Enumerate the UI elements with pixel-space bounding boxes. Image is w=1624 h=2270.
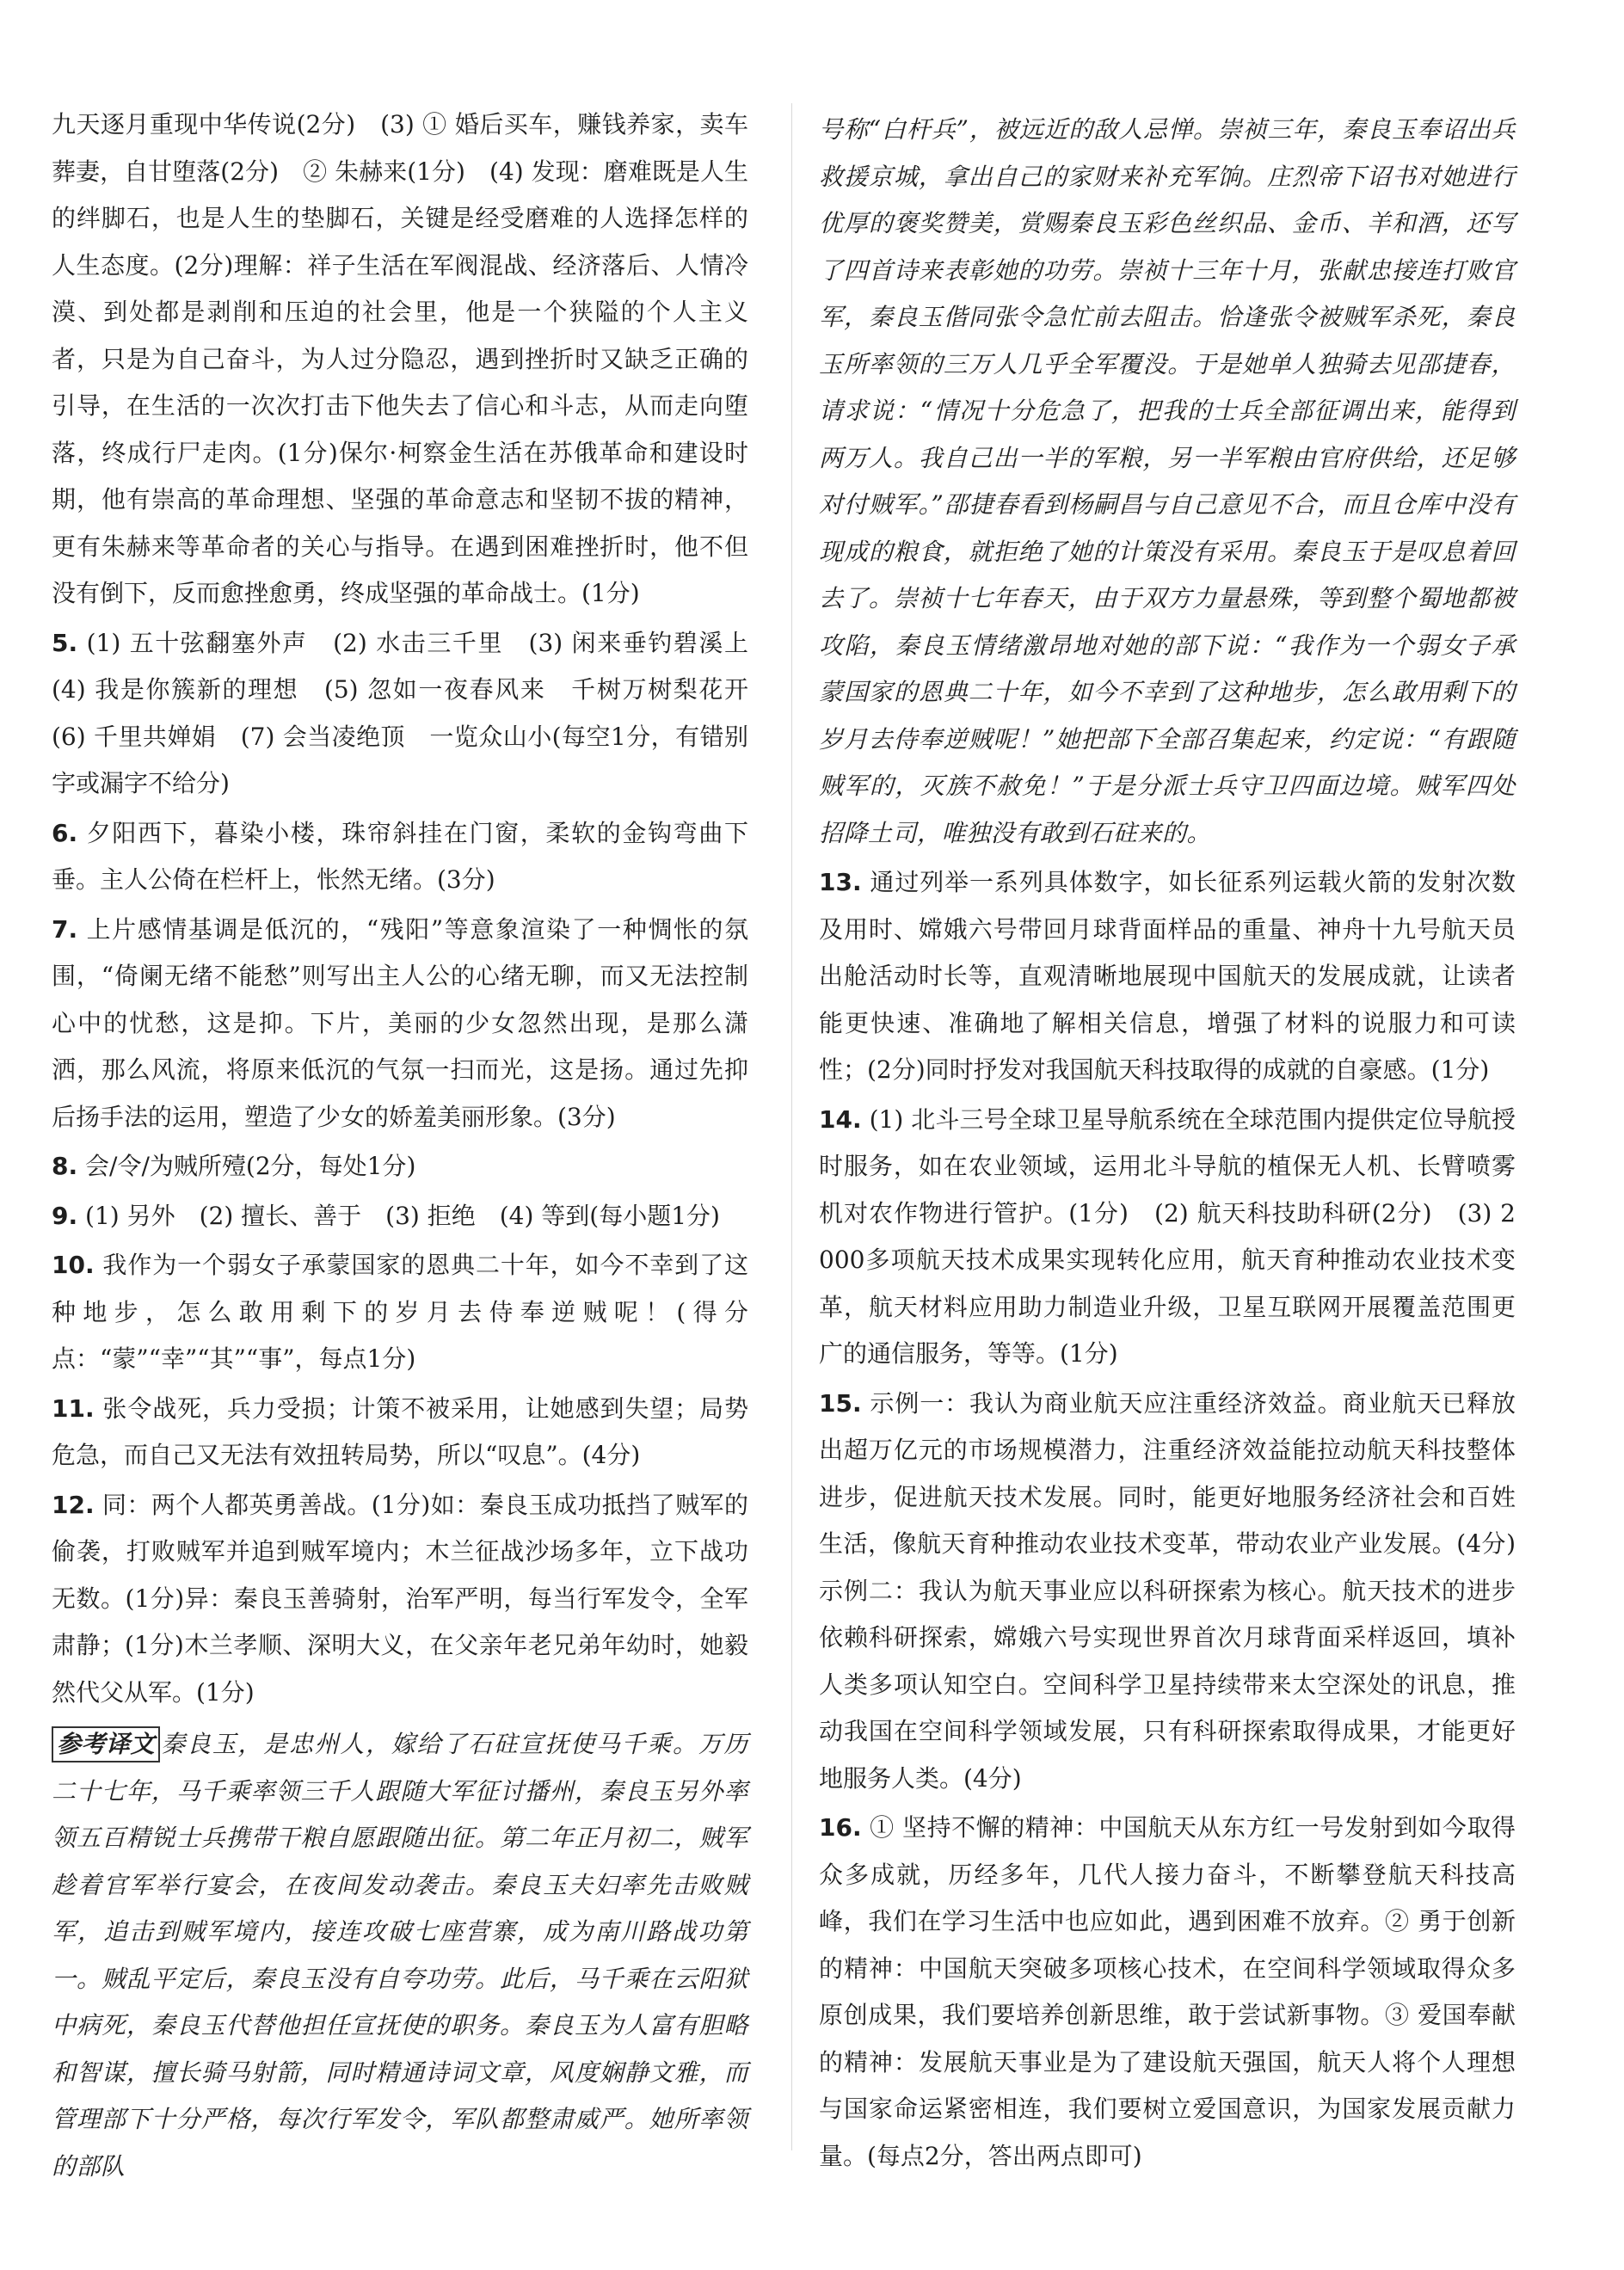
answer-item: 14. (1) 北斗三号全球卫星导航系统在全球范围内提供定位导航授时服务，如在农业领域，运用北斗导航的植保无人机、长臂喷雾机对农作物进行管护。(1分) (2) 航天科技助科研(2分) (3) 2 000多项航天技术成果实现转化应用，航天育种推动农业技术变革，航天材料应用助力制造业升级，卫星互联网开展覆盖范围更广的通信服务，等等。(1分) [819,1104,1516,1368]
answer-item: 10. 我作为一个弱女子承蒙国家的恩典二十年，如今不幸到了这种地步，怎么敢用剩下的岁月去侍奉逆贼呢！(得分点：“蒙”“幸”“其”“事”，每点1分) [52,1251,748,1373]
answer-item: 9. (1) 另外 (2) 擅长、善于 (3) 拒绝 (4) 等到(每小题1分) [52,1201,720,1230]
answer-item: 8. 会/令/为贼所殪(2分，每处1分) [52,1152,416,1180]
answer-item: 12. 同：两个人都英勇善战。(1分)如：秦良玉成功抵挡了贼军的偷袭，打败贼军并追到贼军境内；木兰征战沙场多年，立下战功无数。(1分)异：秦良玉善骑射，治军严明，每当行军发令，全军肃静；(1分)木兰孝顺、深明大义，在父亲年老兄弟年幼时，她毅然代父从军。(1分) [52,1490,748,1707]
column-divider [791,103,792,2150]
answer-item: 16. ① 坚持不懈的精神：中国航天从东方红一号发射到如今取得众多成就，历经多年，几代人接力奋斗，不断攀登航天科技高峰，我们在学习生活中也应如此，遇到困难不放弃。② 勇于创新的精神：中国航天突破多项核心技术，在空间科学领域取得众多原创成果，我们要培养创新思维，敢于尝试新事物。③ 爱国奉献的精神：发展航天事业是为了建设航天强国，航天人将个人理想与国家命运紧密相连，我们要树立爱国意识，为国家发展贡献力量。(每点2分，答出两点即可) [819,1813,1516,2170]
right-column [819,102,1541,2182]
answer-item: 13. 通过列举一系列具体数字，如长征系列运载火箭的发射次数及用时、嫦娥六号带回月球背面样品的重量、神舟十九号航天员出舱活动时长等，直观清晰地展现中国航天的发展成就，让读者能更快速、准确地了解相关信息，增强了材料的说服力和可读性；(2分)同时抒发对我国航天科技取得的成就的自豪感。(1分) [819,868,1516,1084]
translation-label: 参考译文 [52,1726,160,1762]
answer-item: 5. (1) 五十弦翻塞外声 (2) 水击三千里 (3) 闲来垂钓碧溪上 (4) 我是你簇新的理想 (5) 忽如一夜春风来 千树万树梨花开 (6) 千里共婵娟 (7) 会当凌绝顶 一览众山小(每空1分，有错别字或漏字不给分) [52,628,773,797]
answer-item: 11. 张令战死，兵力受损；计策不被采用，让她感到失望；局势危急，而自己又无法有效扭转局势，所以“叹息”。(4分) [52,1393,748,1469]
left-column [52,102,773,2193]
answer-item: 15. 示例一：我认为商业航天应注重经济效益。商业航天已释放出超万亿元的市场规模潜力，注重经济效益能拉动航天科技整体进步，促进航天技术发展。同时，能更好地服务经济社会和百姓生活，像航天育种推动农业技术变革，带动农业产业发展。(4分) 示例二：我认为航天事业应以科研探索为核心。航天技术的进步依赖科研探索，嫦娥六号实现世界首次月球背面采样返回，填补人类多项认知空白。空间科学卫星持续带来太空深处的讯息，推动我国在空间科学领域发展，只有科研探索取得成果，才能更好地服务人类。(4分) [819,1388,1541,1793]
answer-item: 7. 上片感情基调是低沉的，“残阳”等意象渲染了一种惆怅的氛围，“倚阑无绪不能愁”则写出主人公的心绪无聊，而又无法控制心中的忧愁，这是抑。下片，美丽的少女忽然出现，是那么潇洒，那么风流，将原来低沉的气氛一扫而光，这是扬。通过先抑后扬手法的运用，塑造了少女的娇羞美丽形象。(3分) [52,914,748,1131]
translation-text-left: 秦良玉，是忠州人，嫁给了石砫宣抚使马千乘。万历二十七年，马千乘率领三千人跟随大军征讨播州，秦良玉另外率领五百精锐士兵携带干粮自愿跟随出征。第二年正月初二，贼军趁着官军举行宴会，在夜间发动袭击。秦良玉夫妇率先击败贼军，追击到贼军境内，接连攻破七座营寨，成为南川路战功第一。贼乱平定后，秦良玉没有自夸功劳。此后，马千乘在云阳狱中病死，秦良玉代替他担任宣抚使的职务。秦良玉为人富有胆略和智谋，擅长骑马射箭，同时精通诗词文章，风度娴静文雅，而管理部下十分严格，每次行军发令，军队都整肃威严。她所率领的部队 [52,1730,748,2181]
answer-item: 6. 夕阳西下，暮染小楼，珠帘斜挂在门窗，柔软的金钩弯曲下垂。主人公倚在栏杆上，怅然无绪。(3分) [52,818,748,894]
reference-translation [52,1721,748,2190]
answer-item: 九天逐月重现中华传说(2分) (3) ① 婚后买车，赚钱养家，卖车葬妻，自甘堕落(2分) ② 朱赫来(1分) (4) 发现：磨难既是人生的绊脚石，也是人生的垫脚石，关键是经受磨难的人选择怎样的人生态度。(2分)理解：祥子生活在军阀混战、经济落后、人情冷漠、到处都是剥削和压迫的社会里，他是一个狭隘的个人主义者，只是为自己奋斗，为人过分隐忍，遇到挫折时又缺乏正确的引导，在生活的一次次打击下他失去了信心和斗志，从而走向堕落，终成行尸走肉。(1分)保尔·柯察金生活在苏俄革命和建设时期，他有崇高的革命理想、坚强的革命意志和坚韧不拔的精神，更有朱赫来等革命者的关心与指导。在遇到困难挫折时，他不但没有倒下，反而愈挫愈勇，终成坚强的革命战士。(1分) [52,110,748,607]
translation-text-right: 号称“白杆兵”，被远近的敌人忌惮。崇祯三年，秦良玉奉诏出兵救援京城，拿出自己的家财来补充军饷。庄烈帝下诏书对她进行优厚的褒奖赞美，赏赐秦良玉彩色丝织品、金币、羊和酒，还写了四首诗来表彰她的功劳。崇祯十三年十月，张献忠接连打败官军，秦良玉偕同张令急忙前去阻击。恰逢张令被贼军杀死，秦良玉所率领的三万人几乎全军覆没。于是她单人独骑去见邵捷春，请求说：“情况十分危急了，把我的士兵全部征调出来，能得到两万人。我自己出一半的军粮，另一半军粮由官府供给，还足够对付贼军。”邵捷春看到杨嗣昌与自己意见不合，而且仓库中没有现成的粮食，就拒绝了她的计策没有采用。秦良玉于是叹息着回去了。崇祯十七年春天，由于双方力量悬殊，等到整个蜀地都被攻陷，秦良玉情绪激昂地对她的部下说：“我作为一个弱女子承蒙国家的恩典二十年，如今不幸到了这种地步，怎么敢用剩下的岁月去侍奉逆贼呢！”她把部下全部召集起来，约定说：“有跟随贼军的，灭族不赦免！”于是分派士兵守卫四面边境。贼军四处招降土司，唯独没有敢到石砫来的。 [819,115,1516,847]
